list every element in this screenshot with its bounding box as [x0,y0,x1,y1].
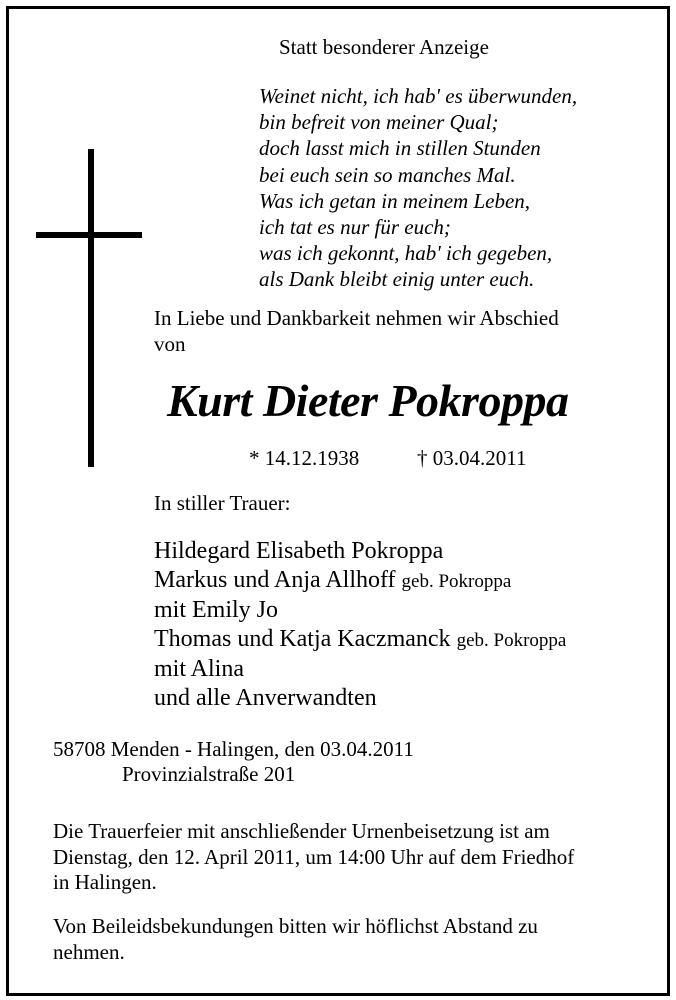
mourning-title: In stiller Trauer: [154,491,291,515]
mourner-name: mit Emily Jo [154,597,279,624]
mourner-item [154,655,566,684]
mourner-name: Hildegard Elisabeth Pokroppa [154,538,444,564]
intro-line: von [154,332,186,356]
header-note: Statt besonderer Anzeige [279,35,489,59]
mourner-item [154,566,566,597]
street-address: Provinzialstraße 201 [122,762,296,786]
poem-line: als Dank bleibt einig unter euch. [259,267,535,292]
intro-line: In Liebe und Dankbarkeit nehmen wir Abschied [154,306,559,330]
poem-line: was ich gekonnt, hab' ich gegeben, [259,241,553,266]
poem [259,83,577,293]
death-date: † 03.04.2011 [417,446,527,470]
mourner-item [154,596,566,625]
funeral-info [53,819,574,896]
condolence-line: nehmen. [53,939,125,964]
mourner-name: Markus und Anja Allhoff [154,566,396,593]
poem-line: bin befreit von meiner Qual; [259,110,499,135]
mourner-name: und alle Anverwandten [154,684,377,711]
mourner-note: geb. Pokroppa [401,570,512,592]
deceased-name: Kurt Dieter Pokroppa [167,375,569,426]
mourner-item [154,625,566,656]
cross-vertical-bar [88,149,94,467]
obituary-frame [6,6,670,996]
poem-line: bei euch sein so manches Mal. [259,162,516,187]
poem-line: doch lasst mich in stillen Stunden [259,136,541,161]
condolence-note [53,914,538,965]
funeral-line: in Halingen. [53,870,157,894]
mourner-item [154,537,566,566]
mourner-note: geb. Pokroppa [456,629,567,651]
poem-line: ich tat es nur für euch; [259,215,451,240]
farewell-intro [154,305,559,357]
place-date: 58708 Menden - Halingen, den 03.04.2011 [53,737,414,761]
cross-horizontal-bar [36,232,142,238]
poem-line: Was ich getan in meinem Leben, [259,188,531,213]
mourner-item [154,684,566,713]
poem-line: Weinet nicht, ich hab' es überwunden, [259,84,578,108]
mourner-name: mit Alina [154,656,244,683]
mourner-name: Thomas und Katja Kaczmanck [154,625,451,652]
condolence-line: Von Beileidsbekundungen bitten wir höflichst Abstand zu [53,914,538,938]
funeral-line: Die Trauerfeier mit anschließender Urnenbeisetzung ist am [53,819,550,843]
mourners-list [154,537,566,713]
birth-date: * 14.12.1938 [249,446,360,470]
funeral-line: Dienstag, den 12. April 2011, um 14:00 Uhr auf dem Friedhof [53,844,575,869]
